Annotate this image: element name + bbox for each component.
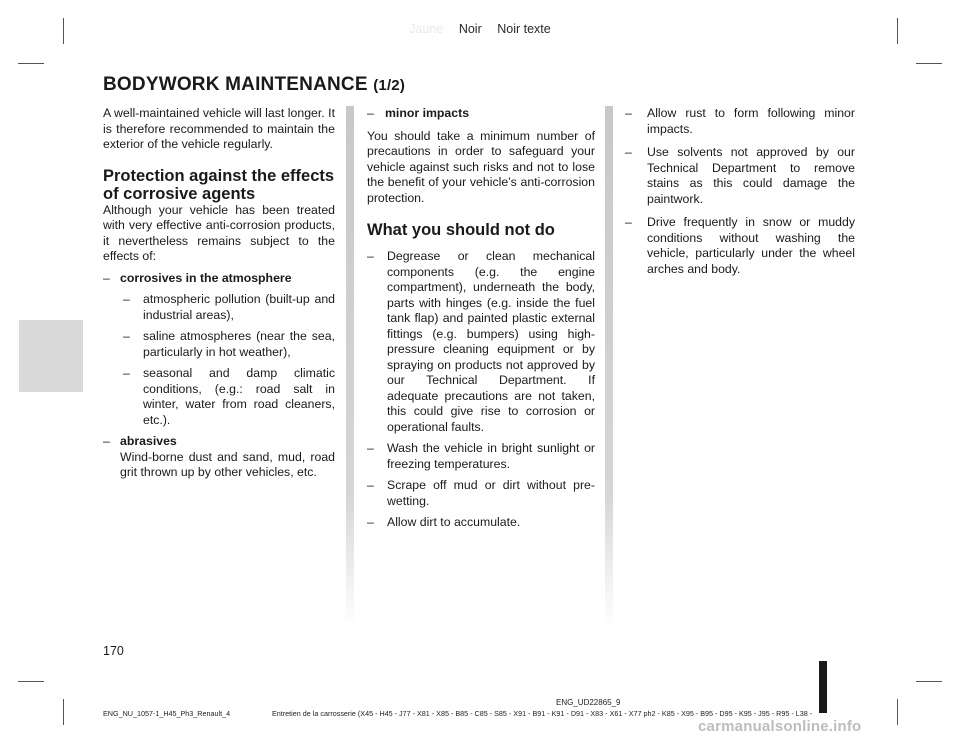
print-color-marks bbox=[0, 22, 960, 36]
column-divider bbox=[346, 106, 354, 626]
dash-bullet: – bbox=[123, 329, 130, 343]
not-do-item: Use solvents not approved by our Technical Department to remove stains as this could damage the paintwork. bbox=[647, 145, 855, 206]
intro-paragraph: A well-maintained vehicle will last longer. It is therefore recommended to maintain the exterior of the vehicle regularly. bbox=[103, 106, 335, 151]
print-mark-black-text: Noir texte bbox=[497, 22, 551, 36]
list-item-abrasives bbox=[103, 434, 335, 481]
page-title-main: BODYWORK MAINTENANCE bbox=[103, 74, 368, 95]
dash-bullet: – bbox=[367, 249, 374, 263]
crop-mark bbox=[897, 699, 898, 725]
list-item bbox=[367, 515, 595, 531]
section-tab bbox=[19, 320, 83, 392]
crop-mark bbox=[18, 63, 44, 64]
footer-reference: ENG_UD22865_9 bbox=[556, 698, 621, 707]
crop-mark bbox=[916, 681, 942, 682]
column-3 bbox=[625, 106, 855, 283]
list-item bbox=[625, 215, 855, 277]
page-title-part: (1/2) bbox=[373, 77, 406, 94]
list-item bbox=[625, 106, 855, 137]
abrasives-text: Wind-borne dust and sand, mud, road grit thrown up by other vehicles, etc. bbox=[120, 449, 335, 479]
dash-bullet: – bbox=[103, 270, 110, 285]
not-do-item: Drive frequently in snow or muddy conditions without washing the vehicle, particularly under the wheel arches and body. bbox=[647, 215, 855, 276]
registration-bar bbox=[819, 661, 827, 713]
list-item bbox=[367, 478, 595, 509]
not-do-item: Degrease or clean mechanical components (e.g. the engine compartment), underneath the body, parts with hinges (e.g. inside the fuel tank flap) and painted plastic external fittings (e.g. bumpers) using high-pressure cleaning equipment or by spraying on products not approved by our Technical Department. If adequate precautions are not taken, this could give rise to corrosion or operational faults. bbox=[387, 249, 595, 434]
footer-document-code: ENG_NU_1057-1_H45_Ph3_Renault_4 bbox=[103, 709, 231, 718]
corrosive-item: atmospheric pollution (built-up and industrial areas), bbox=[143, 292, 335, 322]
dash-bullet: – bbox=[367, 515, 374, 529]
dash-bullet: – bbox=[625, 106, 632, 120]
dash-bullet: – bbox=[625, 145, 632, 159]
minor-impacts-text: You should take a minimum number of precautions in order to safeguard your vehicle against such risks and not to lose the benefit of your vehicle’s anti-corrosion protection. bbox=[367, 128, 595, 205]
column-2 bbox=[367, 106, 595, 537]
list-item-corrosives bbox=[103, 271, 335, 287]
footer-index: Entretien de la carrosserie (X45 - H45 - J77 - X81 - X85 - B85 - C85 - S85 - X91 - B91 - K91 - D91 - X83 - X61 - X77 ph2 - K85 - X95 - B95 - D95 - K95 - J95 - R95 - L38 - bbox=[272, 709, 813, 718]
crop-mark bbox=[18, 681, 44, 682]
corrosive-item: saline atmospheres (near the sea, particularly in hot weather), bbox=[143, 329, 335, 359]
not-do-item: Allow rust to form following minor impacts. bbox=[647, 106, 855, 136]
abrasives-label: abrasives bbox=[120, 434, 177, 448]
corrosives-label: corrosives in the atmosphere bbox=[120, 270, 292, 285]
print-mark-yellow: Jaune bbox=[409, 22, 444, 36]
dash-bullet: – bbox=[367, 441, 374, 455]
watermark: carmanualsonline.info bbox=[698, 718, 862, 735]
not-do-item: Allow dirt to accumulate. bbox=[387, 515, 521, 529]
column-1 bbox=[103, 106, 335, 487]
list-item bbox=[367, 249, 595, 435]
minor-impacts-label: minor impacts bbox=[385, 106, 470, 120]
dash-bullet: – bbox=[123, 292, 130, 306]
dash-bullet: – bbox=[123, 366, 130, 380]
list-item bbox=[123, 366, 335, 428]
crop-mark bbox=[63, 699, 64, 725]
list-item bbox=[625, 145, 855, 207]
print-mark-black: Noir bbox=[458, 22, 482, 36]
dash-bullet: – bbox=[367, 106, 374, 120]
list-item-minor-impacts bbox=[367, 106, 595, 122]
dash-bullet: – bbox=[367, 478, 374, 492]
not-do-item: Wash the vehicle in bright sunlight or freezing temperatures. bbox=[387, 441, 595, 471]
section-heading-not-do: What you should not do bbox=[367, 221, 555, 239]
crop-mark bbox=[916, 63, 942, 64]
corrosive-item: seasonal and damp climatic conditions, (e.g.: road salt in winter, water from road cleaners, etc.). bbox=[143, 366, 335, 427]
page-number: 170 bbox=[103, 644, 124, 658]
column-divider bbox=[605, 106, 613, 626]
list-item bbox=[367, 441, 595, 472]
page-title bbox=[103, 74, 405, 96]
dash-bullet: – bbox=[103, 434, 110, 448]
corrosion-intro: Although your vehicle has been treated with very effective anti-corrosion products, it nevertheless remains subject to the effects of: bbox=[103, 202, 335, 263]
list-item bbox=[123, 329, 335, 360]
not-do-item: Scrape off mud or dirt without pre-wetting. bbox=[387, 478, 595, 508]
list-item bbox=[123, 292, 335, 323]
section-heading-corrosion: Protection against the effects of corrosive agents bbox=[103, 166, 335, 203]
dash-bullet: – bbox=[625, 215, 632, 229]
